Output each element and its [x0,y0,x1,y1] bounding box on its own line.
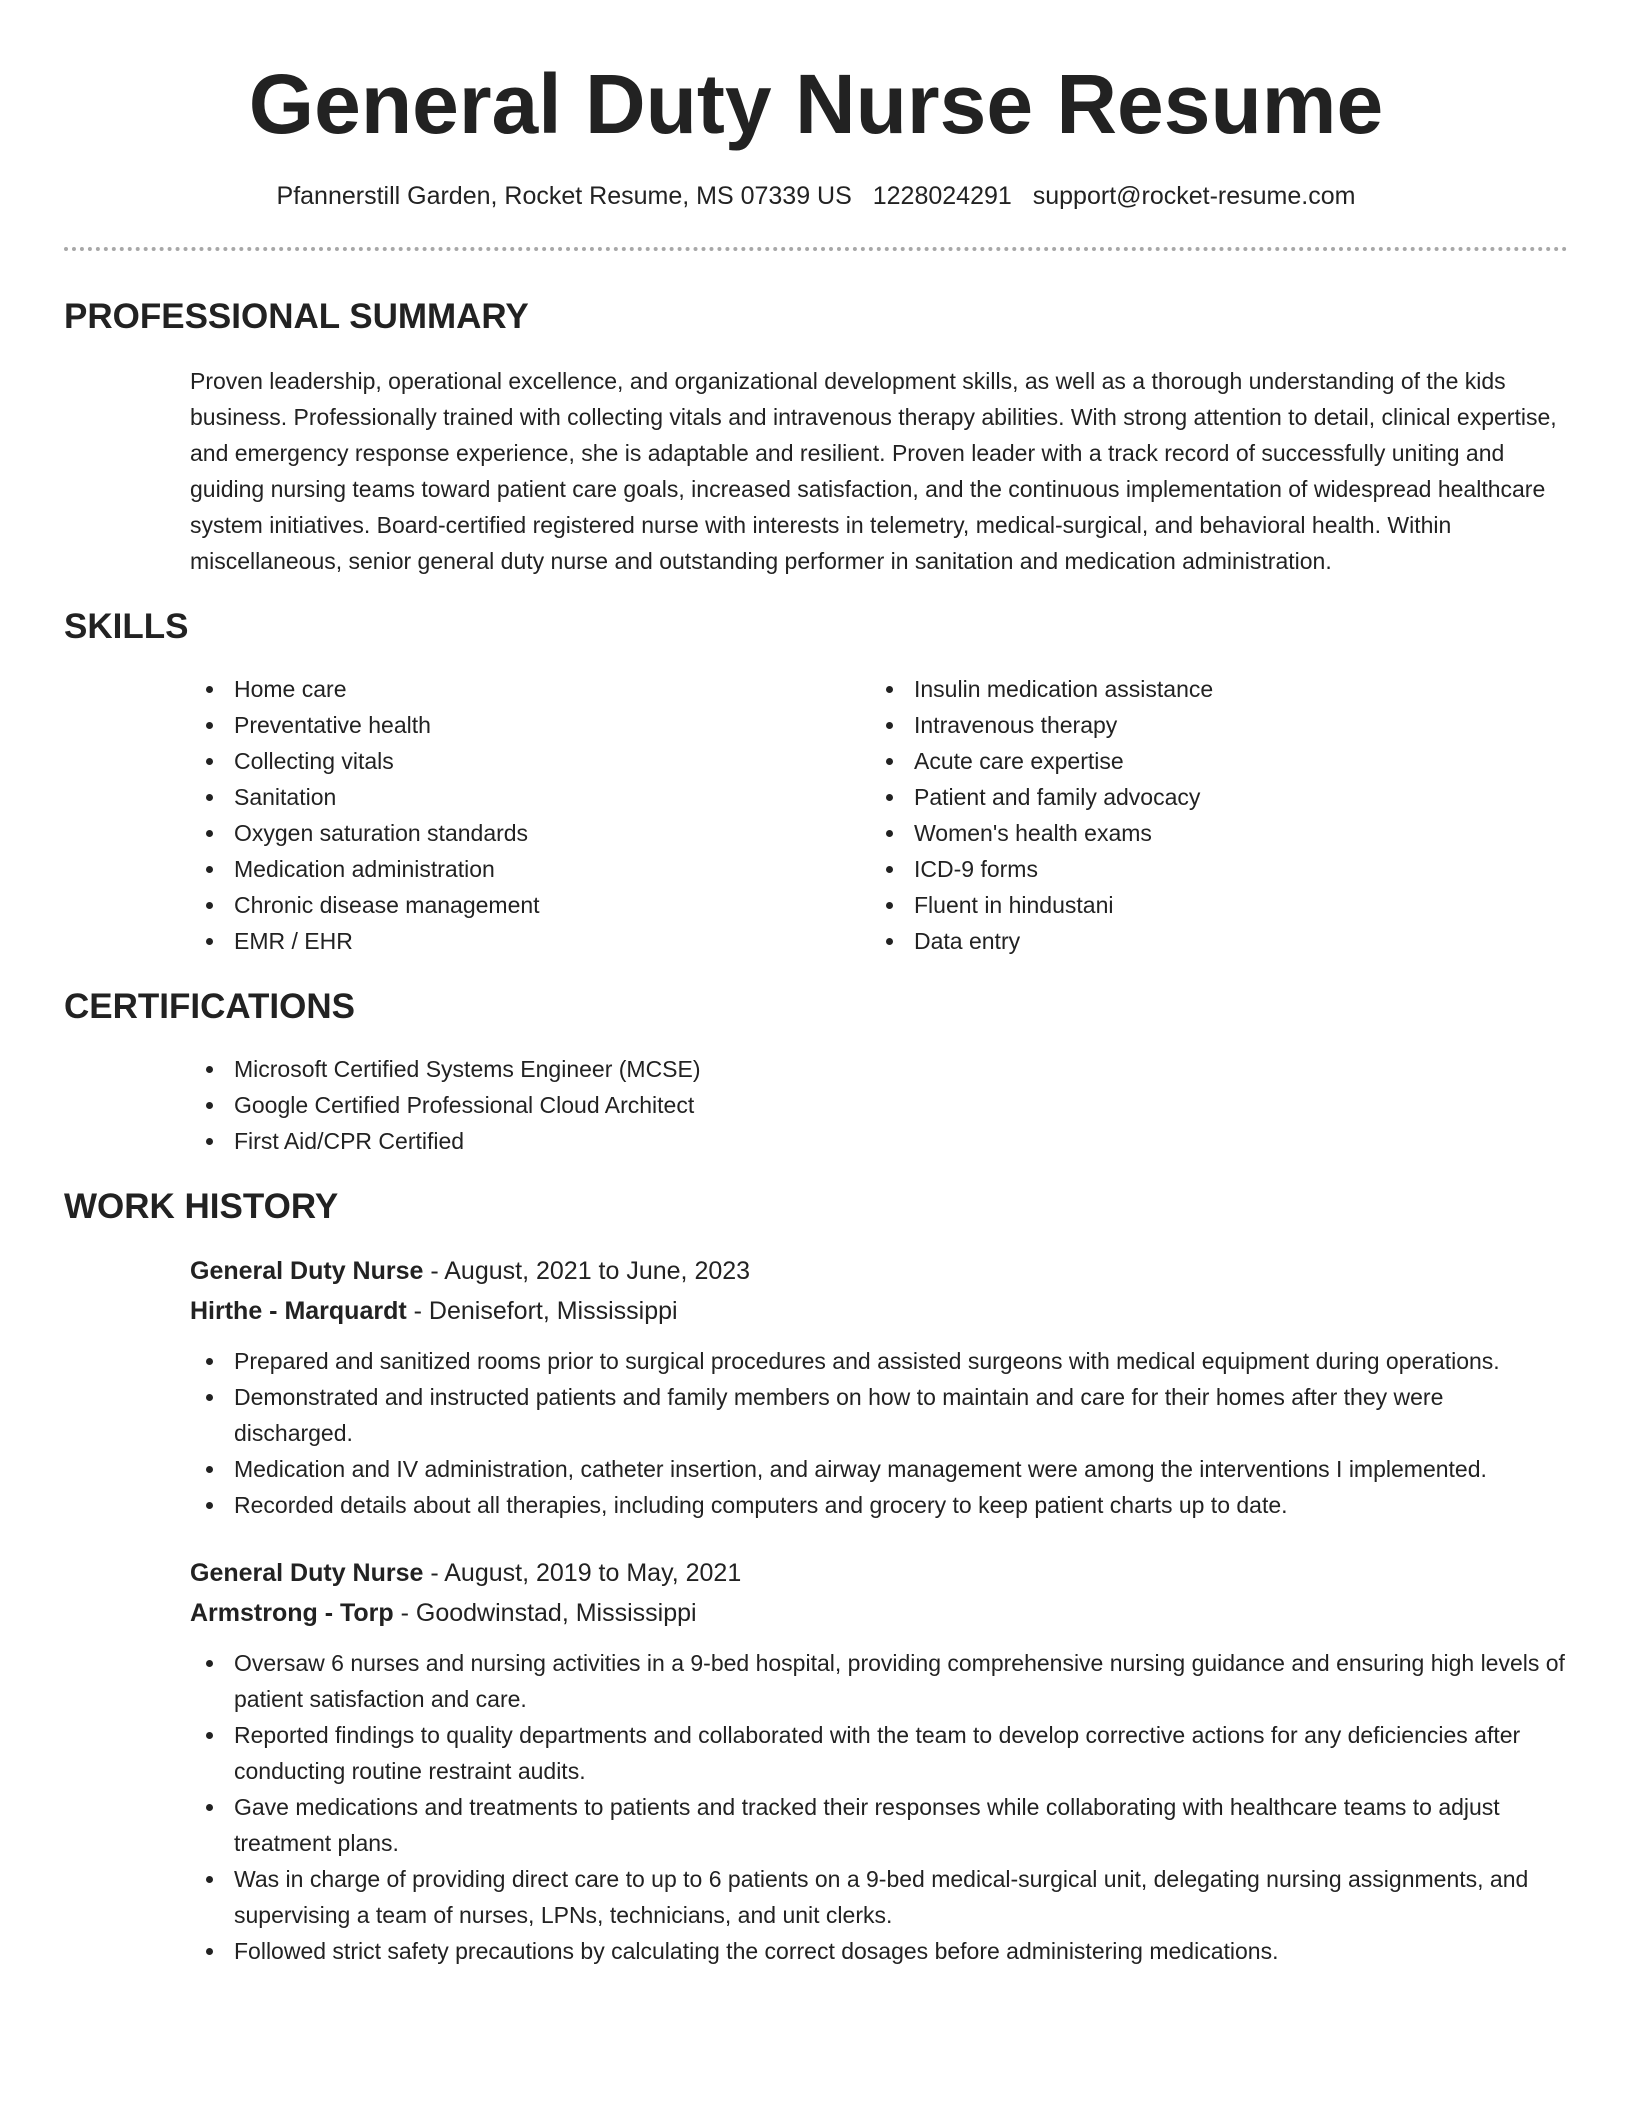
skills-column-right [870,671,1550,959]
job-entry [190,1251,1568,1523]
header-divider [64,247,1568,251]
job-location: - Goodwinstad, Mississippi [393,1599,697,1627]
contact-address: Pfannerstill Garden, Rocket Resume, MS 07339 US [276,182,852,210]
job-title-line [190,1251,1568,1291]
skills-list [190,671,1568,959]
resume-title: General Duty Nurse Resume [248,57,1384,151]
skill-item: Sanitation [190,779,870,815]
skill-item: Fluent in hindustani [870,887,1550,923]
contact-phone: 1228024291 [872,182,1012,210]
job-entry [190,1553,1568,1969]
work-history-heading: WORK HISTORY [64,1187,339,1226]
skill-item: Home care [190,671,870,707]
skill-item: Preventative health [190,707,870,743]
skill-item: Data entry [870,923,1550,959]
summary-heading: PROFESSIONAL SUMMARY [64,297,529,336]
skill-item: Women's health exams [870,815,1550,851]
summary-text: Proven leadership, operational excellence, and organizational development skills, as well as a thorough understanding of the kids business. Professionally trained with collecting vitals and intravenous therapy abilities. With strong attention to detail, clinical expertise, and emergency response experience, she is adaptable and resilient. Proven leader with a track record of successfully uniting and guiding nursing teams toward patient care goals, increased satisfaction, and the continuous implementation of widespread healthcare system initiatives. Board-certified registered nurse with interests in telemetry, medical-surgical, and behavioral health. Within miscellaneous, senior general duty nurse and outstanding performer in sanitation and medication administration. [190,368,1557,574]
job-bullet: Recorded details about all therapies, including computers and grocery to keep patient charts up to date. [190,1487,1568,1523]
job-dates: - August, 2021 to June, 2023 [423,1257,751,1285]
job-bullet: Oversaw 6 nurses and nursing activities in a 9-bed hospital, providing comprehensive nursing guidance and ensuring high levels of patient satisfaction and care. [190,1645,1568,1717]
job-bullet: Was in charge of providing direct care to up to 6 patients on a 9-bed medical-surgical unit, delegating nursing assignments, and supervising a team of nurses, LPNs, technicians, and unit clerks. [190,1861,1568,1933]
skill-item: EMR / EHR [190,923,870,959]
job-dates: - August, 2019 to May, 2021 [423,1559,742,1587]
job-bullet: Prepared and sanitized rooms prior to surgical procedures and assisted surgeons with medical equipment during operations. [190,1343,1568,1379]
job-location: - Denisefort, Mississippi [406,1297,678,1325]
job-bullet: Followed strict safety precautions by calculating the correct dosages before administering medications. [190,1933,1568,1969]
skill-item: Patient and family advocacy [870,779,1550,815]
job-company-line [190,1593,1568,1633]
job-title-line [190,1553,1568,1593]
job-bullet: Gave medications and treatments to patients and tracked their responses while collaborating with healthcare teams to adjust treatment plans. [190,1789,1568,1861]
skill-item: ICD-9 forms [870,851,1550,887]
contact-line [64,180,1568,212]
job-company: Armstrong - Torp [190,1599,394,1627]
certification-item: First Aid/CPR Certified [190,1123,1568,1159]
skill-item: Oxygen saturation standards [190,815,870,851]
job-company-line [190,1291,1568,1331]
certifications-heading: CERTIFICATIONS [64,987,356,1026]
job-bullet: Medication and IV administration, catheter insertion, and airway management were among the interventions I implemented. [190,1451,1568,1487]
job-title: General Duty Nurse [190,1257,424,1285]
skill-item: Medication administration [190,851,870,887]
job-title: General Duty Nurse [190,1559,424,1587]
contact-email: support@rocket-resume.com [1032,182,1356,210]
skill-item: Chronic disease management [190,887,870,923]
job-bullet: Demonstrated and instructed patients and family members on how to maintain and care for their homes after they were discharged. [190,1379,1568,1451]
skills-column-left [190,671,870,959]
job-bullet: Reported findings to quality departments and collaborated with the team to develop corrective actions for any deficiencies after conducting routine restraint audits. [190,1717,1568,1789]
job-bullets [64,1343,1568,1523]
skills-heading: SKILLS [64,607,189,646]
certifications-list [190,1051,1568,1159]
skill-item: Intravenous therapy [870,707,1550,743]
job-company: Hirthe - Marquardt [190,1297,407,1325]
skill-item: Collecting vitals [190,743,870,779]
skill-item: Acute care expertise [870,743,1550,779]
job-bullets [64,1645,1568,1969]
certification-item: Microsoft Certified Systems Engineer (MCSE) [190,1051,1568,1087]
certification-item: Google Certified Professional Cloud Architect [190,1087,1568,1123]
skill-item: Insulin medication assistance [870,671,1550,707]
